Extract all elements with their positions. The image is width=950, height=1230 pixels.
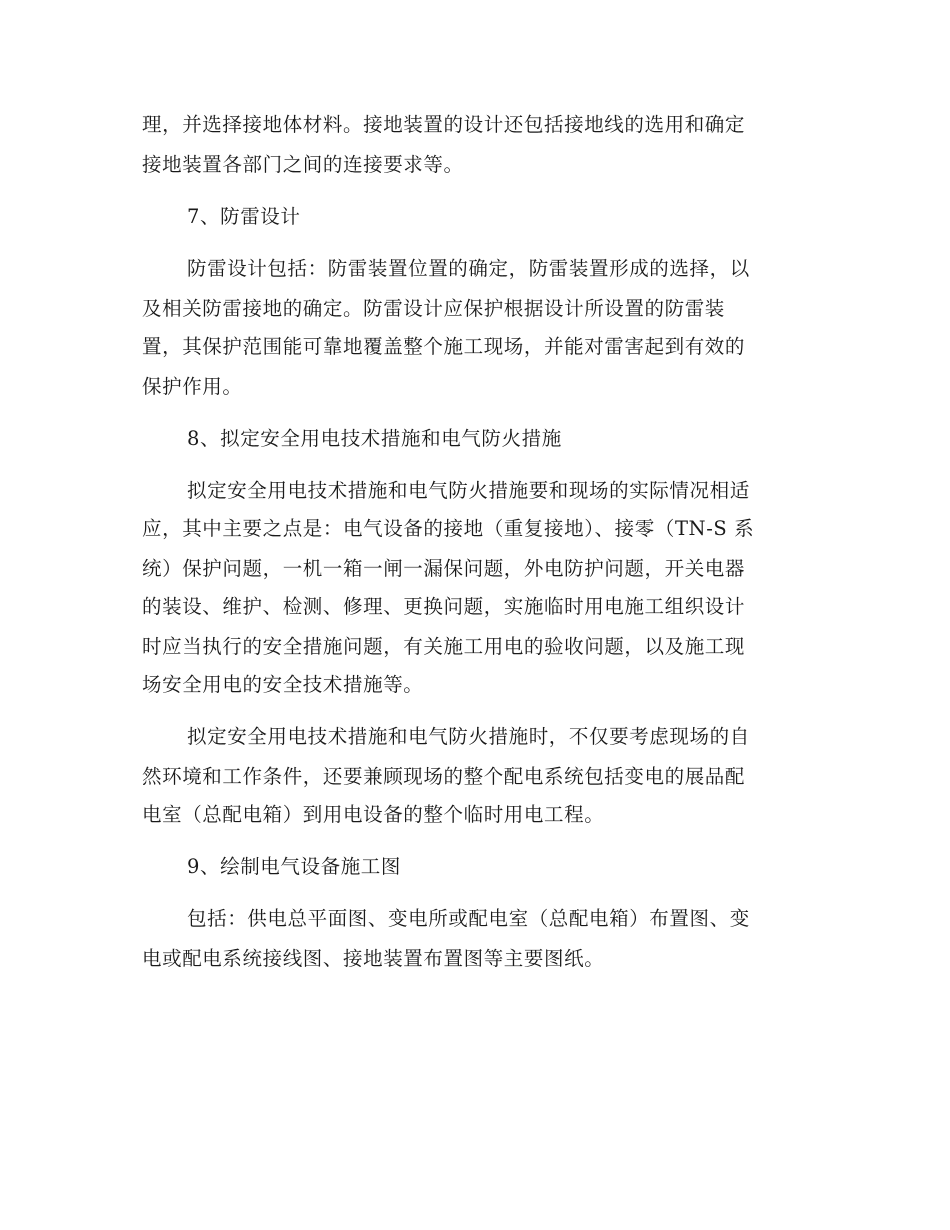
paragraph-line: 应，其中主要之点是：电气设备的接地（重复接地）、接零（TN-S 系: [142, 517, 755, 540]
paragraph-line: 场安全用电的安全技术措施等。: [142, 673, 424, 696]
paragraph-line: 统）保护问题，一机一箱一闸一漏保问题，外电防护问题，开关电器: [142, 557, 746, 580]
paragraph-line: 防雷设计包括：防雷装置位置的确定，防雷装置形成的选择，以: [187, 257, 750, 280]
section-heading-7: 7、防雷设计: [187, 205, 301, 228]
paragraph-line: 电或配电系统接线图、接地装置布置图等主要图纸。: [142, 947, 605, 970]
paragraph-line: 及相关防雷接地的确定。防雷设计应保护根据设计所设置的防雷装: [142, 297, 725, 320]
section-heading-9: 9、绘制电气设备施工图: [187, 855, 402, 878]
paragraph-line: 置，其保护范围能可靠地覆盖整个施工现场，并能对雷害起到有效的: [142, 335, 746, 358]
paragraph-line: 保护作用。: [142, 375, 243, 398]
paragraph-line: 拟定安全用电技术措施和电气防火措施要和现场的实际情况相适: [187, 479, 750, 502]
paragraph-line: 时应当执行的安全措施问题，有关施工用电的验收问题，以及施工现: [142, 635, 746, 658]
paragraph-line: 理，并选择接地体材料。接地装置的设计还包括接地线的选用和确定: [142, 113, 746, 136]
paragraph-line: 接地装置各部门之间的连接要求等。: [142, 153, 464, 176]
section-heading-8: 8、拟定安全用电技术措施和电气防火措施: [187, 427, 562, 450]
paragraph-line: 然环境和工作条件，还要兼顾现场的整个配电系统包括变电的展品配: [142, 765, 746, 788]
paragraph-line: 包括：供电总平面图、变电所或配电室（总配电箱）布置图、变: [187, 907, 750, 930]
paragraph-line: 拟定安全用电技术措施和电气防火措施时，不仅要考虑现场的自: [187, 725, 750, 748]
paragraph-line: 电室（总配电箱）到用电设备的整个临时用电工程。: [142, 803, 605, 826]
paragraph-line: 的装设、维护、检测、修理、更换问题，实施临时用电施工组织设计: [142, 595, 746, 618]
